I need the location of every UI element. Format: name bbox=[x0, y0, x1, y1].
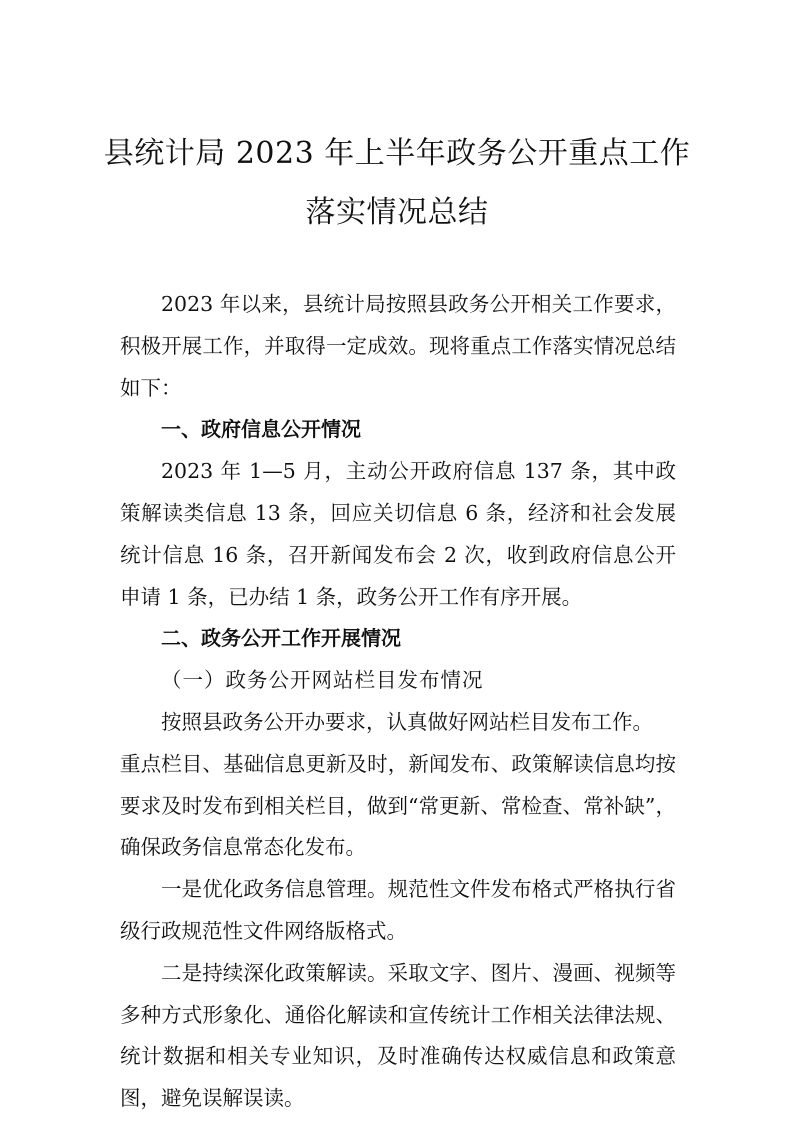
subsection-1-continuation: 重点栏目、基础信息更新及时，新闻发布、政策解读信息均按要求及时发布到相关栏目，做到“常更新、常检查、常补缺”，确保政务信息常态化发布。 bbox=[120, 751, 676, 860]
section-heading-1: 一、政府信息公开情况 bbox=[161, 417, 361, 442]
document-body bbox=[120, 284, 676, 1120]
subsection-1-paragraph: 按照县政务公开办要求，认真做好网站栏目发布工作。 bbox=[161, 709, 653, 734]
document-title-line-2: 落实情况总结 bbox=[305, 195, 489, 230]
section-heading-2: 二、政务公开工作开展情况 bbox=[161, 626, 401, 651]
document-title-line-1: 县统计局 2023 年上半年政务公开重点工作 bbox=[103, 136, 691, 171]
point-1-paragraph: 一是优化政务信息管理。规范性文件发布格式严格执行省级行政规范性文件网络版格式。 bbox=[120, 877, 676, 943]
subsection-heading-1: （一）政务公开网站栏目发布情况 bbox=[161, 668, 484, 693]
intro-paragraph: 2023 年以来，县统计局按照县政务公开相关工作要求，积极开展工作，并取得一定成效。现将重点工作落实情况总结如下： bbox=[120, 292, 676, 400]
section-1-paragraph: 2023 年 1—5 月，主动公开政府信息 137 条，其中政策解读类信息 13 条，回应关切信息 6 条，经济和社会发展统计信息 16 条，召开新闻发布会 2 次，收到政府信息公开申请 1 条，已办结 1 条，政务公开工作有序开展。 bbox=[120, 459, 676, 609]
point-2-paragraph: 二是持续深化政策解读。采取文字、图片、漫画、视频等多种方式形象化、通俗化解读和宣传统计工作相关法律法规、统计数据和相关专业知识，及时准确传达权威信息和政策意图，避免误解误读。 bbox=[120, 960, 676, 1111]
